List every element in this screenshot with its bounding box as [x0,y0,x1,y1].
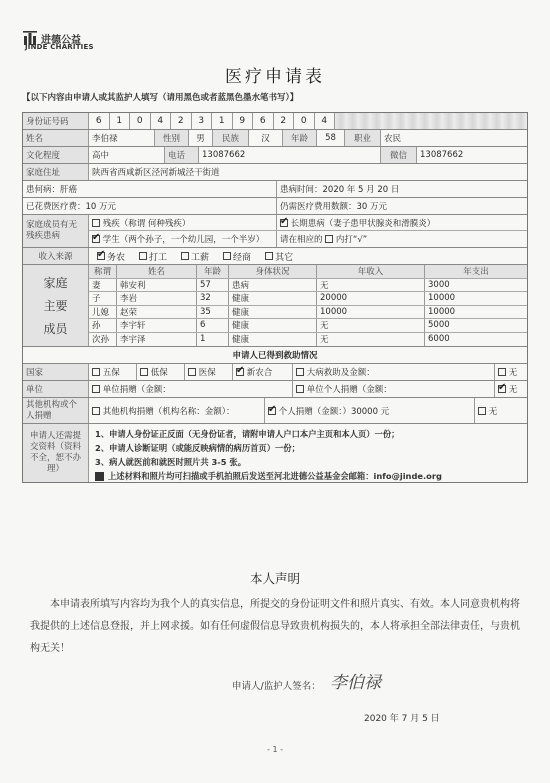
fit-note-text: 请在相应的 [280,235,323,245]
materials-item: 1、申请人身份证正反面（无身份证者，请附申请人户口本户主页和本人页）一份； [95,429,400,439]
fill-instructions: 【以下内容由申请人或其监护人填写（请用黑色或者蓝黑色墨水笔书写）】 [22,93,299,103]
aid-other-none-label: 无 [488,406,498,417]
aid-other-label: 其他机构或个人捐赠 [23,398,89,423]
income-checkbox[interactable] [139,252,147,260]
job-value[interactable]: 农民 [384,134,402,144]
family-table [89,265,527,346]
aid-option-label: 医保 [198,368,216,378]
aid-option[interactable] [233,364,293,380]
page-number: - 1 - [267,745,283,754]
family-header-row [89,265,527,279]
phone-label: 电话 [165,147,199,163]
unit-personal-checkbox[interactable] [296,385,304,393]
aid-option[interactable] [185,364,233,380]
family-expense[interactable]: 10000 [428,293,456,304]
aid-checkbox[interactable] [188,368,196,376]
income-row [23,248,527,265]
aid-other-row [23,398,527,424]
id-digit[interactable]: 2 [171,113,192,129]
family-health[interactable]: 患病 [229,279,317,292]
age-value[interactable]: 58 [317,130,345,146]
table-row [89,333,527,347]
family-age[interactable]: 6 [197,319,229,332]
wechat-value[interactable]: 13087662 [420,150,464,160]
address-label: 家庭住址 [23,164,89,180]
needed-cost[interactable]: 仍需医疗费用数额：30 万元 [280,202,388,212]
income-label: 收入来源 [23,248,89,264]
family-age[interactable]: 35 [197,306,229,319]
unit-personal-option[interactable] [293,381,495,397]
income-option[interactable] [97,250,125,263]
family-header: 年支出 [425,265,527,278]
declaration-title: 本人声明 [249,571,300,586]
aid-other-none-checkbox[interactable] [478,407,486,415]
family-expense[interactable]: 3000 [428,279,450,290]
income-option-label: 打工 [149,252,168,263]
other-org-label: 其他机构捐赠（机构名称：金额）： [102,406,235,417]
age-label: 年龄 [283,130,317,146]
table-row [89,306,527,320]
table-row [89,292,527,306]
logo-text-cn: 进德公益 [41,34,81,46]
family-name[interactable]: 韩安利 [117,279,197,292]
student-option[interactable] [89,231,277,247]
materials-item: 3、病人就医前和就医时照片共 3-5 张。 [95,457,246,467]
sample-checkbox [325,235,333,243]
illness-line-1 [89,215,527,231]
table-row [89,319,527,333]
family-age[interactable]: 1 [197,333,229,347]
aid-unit-none-checkbox[interactable] [498,385,506,393]
signature-date: 2020 年 7 月 5 日 [364,714,440,724]
aid-unit-row [23,381,527,398]
declaration-body: 本申请表所填写内容均为我个人的真实信息，所提交的身份证明文件和照片真实、有效。本人同意贵机构将我提供的上述信息登报，并上网求援。如有任何虚假信息导致贵机构损失的，本人将承担全部法律责任，与贵机构无关！ [30,599,520,654]
income-checkbox[interactable] [265,252,273,260]
aid-none-checkbox[interactable] [498,368,506,376]
family-label-line: 成员 [43,322,68,336]
id-digit[interactable]: 1 [110,113,131,129]
income-checkbox[interactable] [223,252,231,260]
family-relation[interactable]: 子 [89,292,117,305]
square-bullet-icon [95,472,104,481]
aid-unit-label: 单位 [23,381,89,397]
applicant-signature: 李伯禄 [330,673,381,693]
income-checkbox[interactable] [181,252,189,260]
gender-value[interactable]: 男 [189,130,213,146]
id-digit[interactable]: 3 [192,113,213,129]
mail-note [95,469,521,483]
job-label: 职业 [345,130,381,146]
family-expense[interactable]: 10000 [428,306,456,317]
id-digit[interactable]: 4 [315,113,336,129]
family-health[interactable]: 健康 [229,306,317,319]
mail-note-text: 上述材料和照片均可扫描或手机拍照后发送至河北进德公益基金会邮箱：info@jinde.org [108,471,442,481]
aid-other-none[interactable] [475,398,527,423]
signature-label: 申请人/监护人签名： [232,681,321,692]
family-expense[interactable]: 6000 [428,334,450,345]
aid-nation-label: 国家 [23,364,89,380]
aid-checkbox[interactable] [236,368,244,376]
id-digit[interactable]: 6 [253,113,274,129]
address-value[interactable]: 陕西省西咸新区泾河新城泾干街道 [92,168,220,178]
aid-checkbox[interactable] [92,368,100,376]
family-income[interactable]: 无 [317,319,425,332]
personal-donation-option[interactable] [265,398,475,423]
id-redacted [335,113,527,129]
family-name[interactable]: 赵荣 [117,306,197,319]
disabled-checkbox[interactable] [92,219,100,227]
income-option[interactable] [265,250,293,263]
income-option-label: 其它 [275,252,294,263]
aid-unit-none[interactable] [495,381,527,397]
family-label-line: 家庭 [43,276,68,290]
logo-text-en: JINDE CHARITIES [25,43,94,51]
personal-donation-label: 个人捐赠（金额：）30000 元 [278,406,390,417]
family-expense[interactable]: 5000 [428,320,450,331]
family-income[interactable]: 10000 [317,306,425,319]
family-income[interactable]: 无 [317,279,425,292]
income-options [89,248,527,264]
name-label: 姓名 [23,130,89,146]
address-row [23,164,527,181]
disease-row [23,181,527,198]
aid-option-label: 五保 [102,368,120,378]
disabled-option[interactable] [89,215,277,230]
aid-option-label: 低保 [150,368,168,378]
materials-item: 2、申请人诊断证明（或能反映病情的病历首页）一份； [95,443,300,453]
phone-value[interactable]: 13087662 [199,147,381,163]
family-name[interactable]: 李岩 [117,292,197,305]
illness-label: 家庭成员有无残疾患病 [23,215,89,247]
id-digit[interactable]: 6 [89,113,110,129]
family-relation[interactable]: 儿媳 [89,306,117,319]
education-row [23,147,527,164]
income-option-label: 务农 [107,252,126,263]
aid-checkbox[interactable] [296,368,304,376]
family-header: 称谓 [89,265,117,278]
jinde-logo [22,30,94,51]
family-relation[interactable]: 孙 [89,319,117,332]
income-option[interactable] [139,250,167,263]
application-table [22,112,528,483]
student-checkbox[interactable] [92,235,100,243]
fit-note-mark: 内打“√” [335,235,368,245]
aid-nation-row [23,364,527,381]
materials-list [89,424,527,482]
family-health[interactable]: 健康 [229,292,317,305]
aid-unit-none-label: 无 [508,385,518,395]
family-income[interactable]: 20000 [317,292,425,305]
family-health[interactable]: 健康 [229,333,317,347]
personal-donation-checkbox[interactable] [268,407,276,415]
materials-row [23,424,527,482]
family-age[interactable]: 57 [197,279,229,292]
illness-options [89,215,527,247]
other-org-checkbox[interactable] [92,407,100,415]
family-header: 身体状况 [229,265,317,278]
unit-donation-checkbox[interactable] [92,385,100,393]
income-option[interactable] [181,250,209,263]
family-label [23,265,89,346]
edu-value[interactable]: 高中 [89,147,165,163]
disease-value[interactable]: 患何病：肝癌 [23,181,277,197]
chronic-text: 长期患病（妻子患甲状腺炎和滑膜炎） [290,218,436,229]
aid-option-label: 大病救助及金额： [306,368,375,378]
family-header: 年收入 [317,265,425,278]
aid-option[interactable] [89,364,137,380]
name-row [23,130,527,147]
chronic-checkbox[interactable] [280,219,288,227]
aid-section-title: 申请人已得到救助情况 [23,347,527,364]
aid-none-label: 无 [508,368,518,378]
illness-row [23,215,527,248]
id-label: 身份证号码 [23,113,89,129]
spent-cost[interactable]: 已花费医疗费：10 万元 [23,198,277,214]
aid-option-label: 新农合 [246,368,273,378]
name-value[interactable]: 李伯禄 [89,130,155,146]
income-option-label: 工薪 [191,252,210,263]
family-income[interactable]: 无 [317,333,425,347]
other-org-option[interactable] [89,398,265,423]
id-digit[interactable]: 4 [151,113,172,129]
edu-label: 文化程度 [23,147,89,163]
family-name[interactable]: 李宇轩 [117,319,197,332]
family-header: 年龄 [197,265,229,278]
family-health[interactable]: 健康 [229,319,317,332]
income-option-label: 经商 [233,252,252,263]
id-row [23,113,527,130]
family-relation[interactable]: 次孙 [89,333,117,347]
ethnicity-value[interactable]: 汉 [249,130,283,146]
id-digit[interactable]: 9 [233,113,254,129]
family-label-line: 主要 [43,299,68,313]
fit-note [277,231,527,247]
aid-option[interactable] [137,364,185,380]
unit-donation-label: 单位捐赠（金额： [102,385,171,395]
cost-row [23,198,527,215]
aid-checkbox[interactable] [140,368,148,376]
id-digit[interactable]: 1 [212,113,233,129]
ethnicity-label: 民族 [213,130,249,146]
chronic-option[interactable] [277,215,527,230]
wechat-label: 微信 [381,147,417,163]
income-option[interactable] [223,250,251,263]
aid-nation-none[interactable] [495,364,527,380]
unit-donation-option[interactable] [89,381,293,397]
materials-label: 申请人还需提交资料（资料不全，恕不办理） [23,424,89,482]
income-checkbox[interactable] [97,252,105,260]
aid-option[interactable] [293,364,495,380]
disease-time[interactable]: 患病时间：2020 年 5 月 20 日 [280,185,400,195]
table-row [89,279,527,293]
gender-label: 性别 [155,130,189,146]
page-title: 医疗申请表 [225,67,325,87]
student-text: 学生（两个孙子，一个幼儿园，一个半岁） [102,235,265,245]
family-name[interactable]: 李宇泽 [117,333,197,347]
disabled-text: 残疾（称谓 何种残疾） [102,218,191,229]
family-members [23,265,527,347]
family-age[interactable]: 32 [197,292,229,305]
id-digit[interactable]: 0 [294,113,315,129]
unit-personal-label: 单位个人捐赠（金额： [306,385,392,395]
family-header: 姓名 [117,265,197,278]
illness-line-2 [89,231,527,247]
id-digit[interactable]: 0 [130,113,151,129]
id-digit[interactable]: 2 [274,113,295,129]
family-relation[interactable]: 妻 [89,279,117,292]
